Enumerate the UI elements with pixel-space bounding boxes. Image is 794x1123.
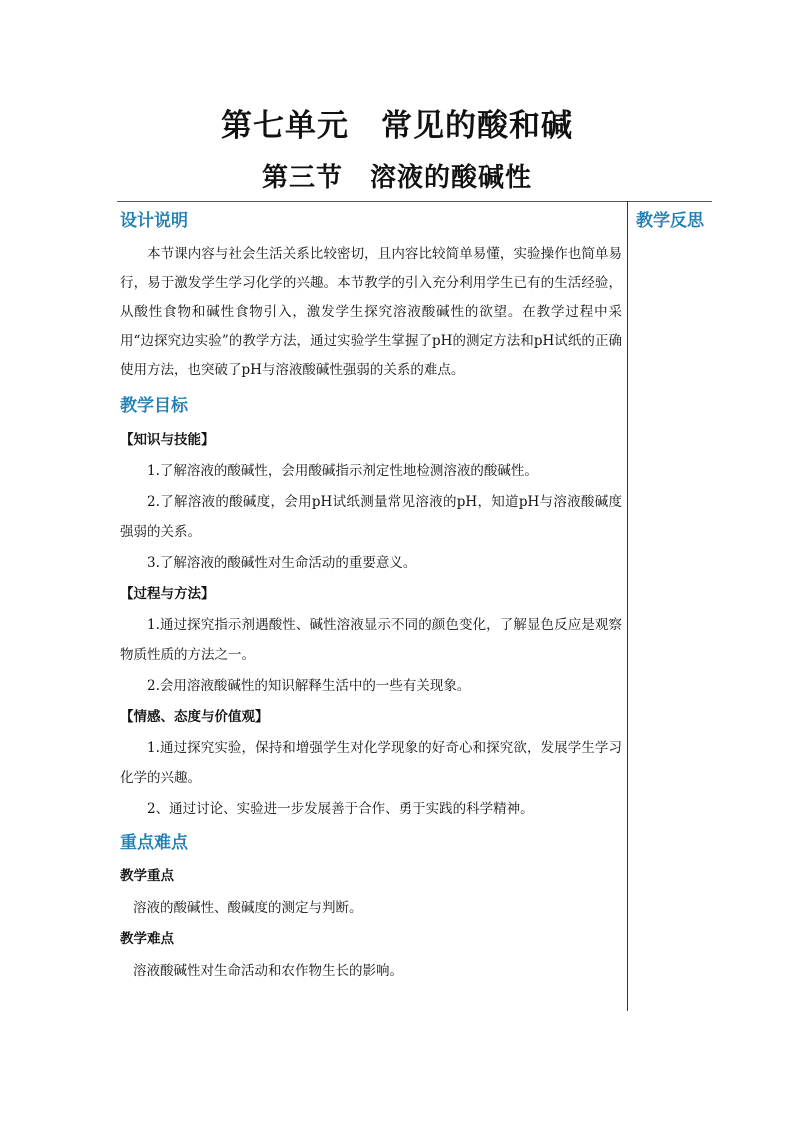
process-item-1: 1.通过探究指示剂遇酸性、碱性溶液显示不同的颜色变化，了解显色反应是观察物质性质的方法之一。 <box>120 617 622 663</box>
design-paragraph: 本节课内容与社会生活关系比较密切，且内容比较简单易懂，实验操作也简单易行，易于激发学生学习化学的兴趣。本节教学的引入充分利用学生已有的生活经验，从酸性食物和碱性食物引入，激发学生探究溶液酸碱性的欲望。在教学过程中采用“边探究边实验”的教学方法，通过实验学生掌握了pH的测定方法和pH试纸的正确使用方法，也突破了pH与溶液酸碱性强弱的关系的难点。 <box>120 246 622 378</box>
side-column <box>636 206 716 236</box>
focus-label: 教学重点 <box>120 868 174 884</box>
unit-title: 第七单元 常见的酸和碱 <box>221 108 573 144</box>
knowledge-item-1: 1.了解溶液的酸碱性，会用酸碱指示剂定性地检测溶液的酸碱性。 <box>147 463 538 479</box>
main-column <box>120 206 622 986</box>
goals-heading: 教学目标 <box>120 396 188 416</box>
reflection-heading: 教学反思 <box>636 211 704 231</box>
emotion-item-1: 1.通过探究实验，保持和增强学生对化学现象的好奇心和探究欲，发展学生学习化学的兴趣。 <box>120 740 622 786</box>
knowledge-item-2: 2.了解溶液的酸碱度，会用pH试纸测量常见溶液的pH，知道pH与溶液酸碱度强弱的关系。 <box>120 494 622 540</box>
table-top-rule <box>117 201 712 202</box>
section-title: 第三节 溶液的酸碱性 <box>261 163 532 193</box>
design-heading: 设计说明 <box>120 211 188 231</box>
knowledge-label: 【知识与技能】 <box>120 432 215 448</box>
emotion-item-2: 2、通过讨论、实验进一步发展善于合作、勇于实践的科学精神。 <box>147 801 534 817</box>
focus-text: 溶液的酸碱性、酸碱度的测定与判断。 <box>133 900 363 916</box>
column-divider <box>627 201 628 1011</box>
difficulty-text: 溶液酸碱性对生命活动和农作物生长的影响。 <box>133 963 403 979</box>
difficulty-label: 教学难点 <box>120 931 174 947</box>
process-label: 【过程与方法】 <box>120 586 215 602</box>
key-heading: 重点难点 <box>120 833 188 853</box>
knowledge-item-3: 3.了解溶液的酸碱性对生命活动的重要意义。 <box>147 555 417 571</box>
emotion-label: 【情感、态度与价值观】 <box>120 709 269 725</box>
process-item-2: 2.会用溶液酸碱性的知识解释生活中的一些有关现象。 <box>147 678 471 694</box>
